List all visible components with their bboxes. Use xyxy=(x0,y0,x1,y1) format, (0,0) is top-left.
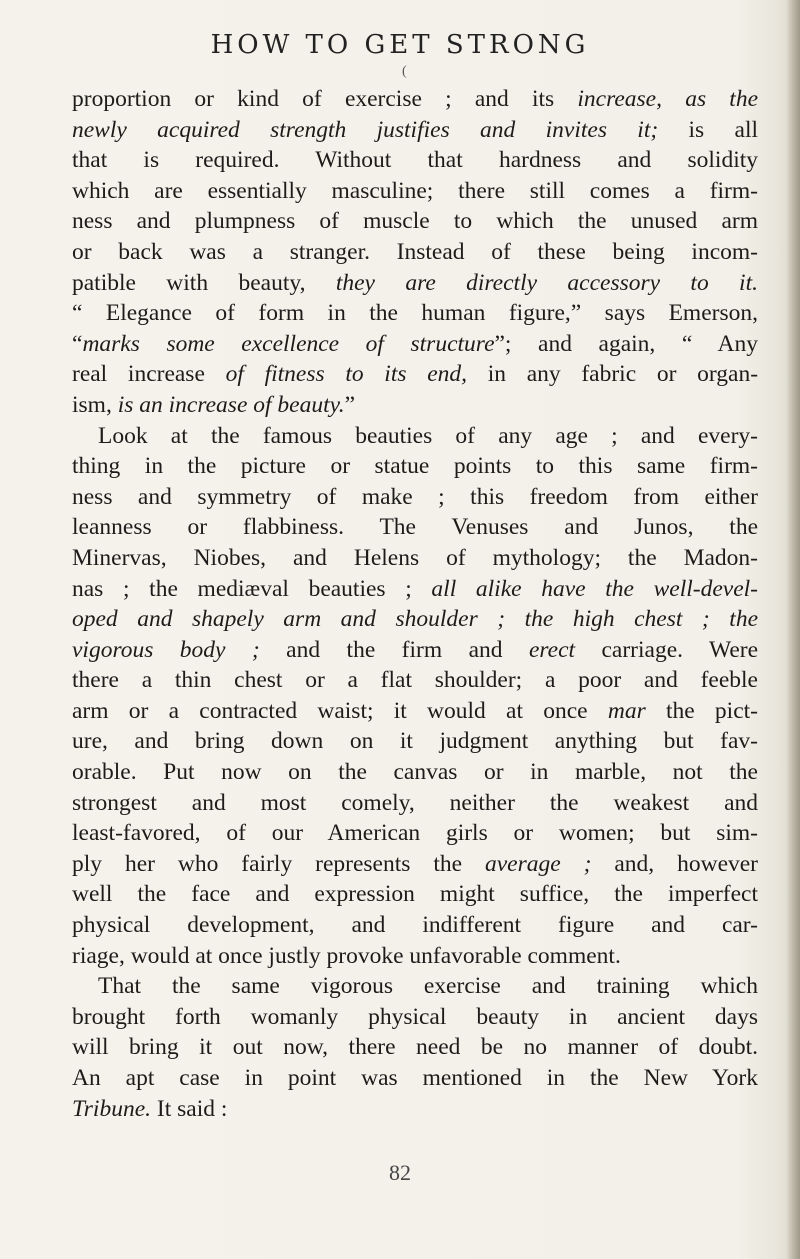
text-run: ” xyxy=(344,391,356,418)
text-run: least-favored, of our American girls or women; but sim- xyxy=(72,820,758,847)
text-run: which are essentially masculine; there still comes a firm- xyxy=(72,177,758,204)
text-run: ness and symmetry of make ; this freedom from either xyxy=(72,483,758,510)
text-line xyxy=(72,757,758,788)
page-edge-shadow xyxy=(786,0,800,1259)
text-line xyxy=(72,543,758,574)
text-run: proportion or kind of exercise ; and its xyxy=(72,86,578,112)
text-run: It said : xyxy=(151,1095,228,1122)
text-run: ply her who fairly represents the xyxy=(72,850,485,877)
italic-text: erect xyxy=(528,636,576,663)
text-line xyxy=(72,788,758,819)
text-line xyxy=(72,145,758,176)
text-run: arm or a contracted waist; it would at once xyxy=(72,697,608,724)
text-run: carriage. Were xyxy=(575,636,758,663)
text-line xyxy=(72,635,758,666)
italic-text: of fitness to its end, xyxy=(225,361,468,388)
text-line xyxy=(72,512,758,543)
text-run: An apt case in point was mentioned in the New York xyxy=(72,1065,758,1091)
italic-text: oped and shapely arm and shoulder ; the high chest ; the xyxy=(72,606,758,633)
italic-text: all alike have the well-devel- xyxy=(431,575,758,602)
running-header: HOW TO GET STRONG xyxy=(210,30,590,60)
text-line xyxy=(72,604,758,635)
text-run: leanness or flabbiness. The Venuses and Junos, the xyxy=(72,514,758,541)
text-line xyxy=(72,696,758,727)
italic-text: average ; xyxy=(484,850,592,877)
text-run: and, however xyxy=(591,850,758,877)
text-run: orable. Put now on the canvas or in marble, not the xyxy=(72,759,758,786)
text-line xyxy=(72,1094,758,1125)
text-line xyxy=(72,726,758,757)
text-line xyxy=(72,451,758,482)
text-run: patible with beauty, xyxy=(72,269,336,296)
text-run: will bring it out now, there need be no manner of doubt. xyxy=(72,1034,758,1061)
text-run: brought forth womanly physical beauty in ancient days xyxy=(72,1003,758,1030)
text-run: is all xyxy=(658,116,758,143)
text-run: that is required. Without that hardness and solidity xyxy=(72,147,758,174)
text-line xyxy=(72,1002,758,1033)
text-run: or back was a stranger. Instead of these being incom- xyxy=(72,238,758,265)
text-run: strongest and most comely, neither the weakest and xyxy=(72,789,758,816)
text-line xyxy=(72,176,758,207)
text-run: the pict- xyxy=(645,697,758,724)
text-line xyxy=(72,482,758,513)
text-line xyxy=(72,298,758,329)
text-line xyxy=(72,849,758,880)
text-line xyxy=(72,574,758,605)
text-line xyxy=(72,84,758,115)
text-run: “ Elegance of form in the human figure,” says Emerson, xyxy=(72,300,758,327)
text-line xyxy=(72,268,758,299)
text-line xyxy=(72,910,758,941)
text-run: “ xyxy=(72,330,83,357)
text-run: in any fabric or organ- xyxy=(467,361,759,388)
text-run: thing in the picture or statue points to this same firm- xyxy=(72,453,758,480)
italic-text: marks some excellence of structure xyxy=(82,330,495,357)
text-run: nas ; the mediæval beauties ; xyxy=(72,575,432,602)
text-run: ”; and again, “ Any xyxy=(494,330,758,357)
text-run: there a thin chest or a flat shoulder; a poor and feeble xyxy=(72,667,758,694)
text-line xyxy=(72,237,758,268)
text-line xyxy=(72,1063,758,1094)
italic-text: newly acquired strength justifies and invites it; xyxy=(72,116,659,143)
text-line xyxy=(72,421,758,452)
text-run: well the face and expression might suffice, the imperfect xyxy=(72,881,758,908)
text-line xyxy=(72,1032,758,1063)
text-run: ure, and bring down on it judgment anything but fav- xyxy=(72,728,758,755)
text-line xyxy=(72,390,758,421)
text-run: That the same vigorous exercise and training which xyxy=(98,973,758,1000)
text-line xyxy=(72,818,758,849)
italic-text: is an increase of beauty. xyxy=(117,391,345,418)
text-line xyxy=(72,665,758,696)
text-line xyxy=(72,971,758,1002)
text-line xyxy=(72,206,758,237)
text-run: real increase xyxy=(72,361,226,388)
text-run: Look at the famous beauties of any age ; and every- xyxy=(98,422,758,449)
italic-text: vigorous body ; xyxy=(72,636,260,663)
text-line xyxy=(72,879,758,910)
italic-text: Tribune. xyxy=(72,1095,152,1122)
text-line xyxy=(72,359,758,390)
italic-text: they are directly accessory to it. xyxy=(335,269,758,296)
text-line xyxy=(72,941,758,972)
text-run: ness and plumpness of muscle to which the unused arm xyxy=(72,208,758,235)
page-number: 82 xyxy=(389,1160,411,1185)
text-line xyxy=(72,329,758,360)
italic-text: mar xyxy=(607,697,646,724)
body-text xyxy=(72,84,758,1124)
text-run: ism, xyxy=(72,391,118,418)
print-speck: ( xyxy=(402,64,407,79)
text-run: and the firm and xyxy=(259,636,529,663)
text-line xyxy=(72,115,758,146)
italic-text: increase, as the xyxy=(577,86,758,112)
text-run: Minervas, Niobes, and Helens of mythology; the Madon- xyxy=(72,544,758,571)
text-run: riage, would at once justly provoke unfavorable comment. xyxy=(72,942,621,969)
text-run: physical development, and indifferent figure and car- xyxy=(72,912,758,939)
